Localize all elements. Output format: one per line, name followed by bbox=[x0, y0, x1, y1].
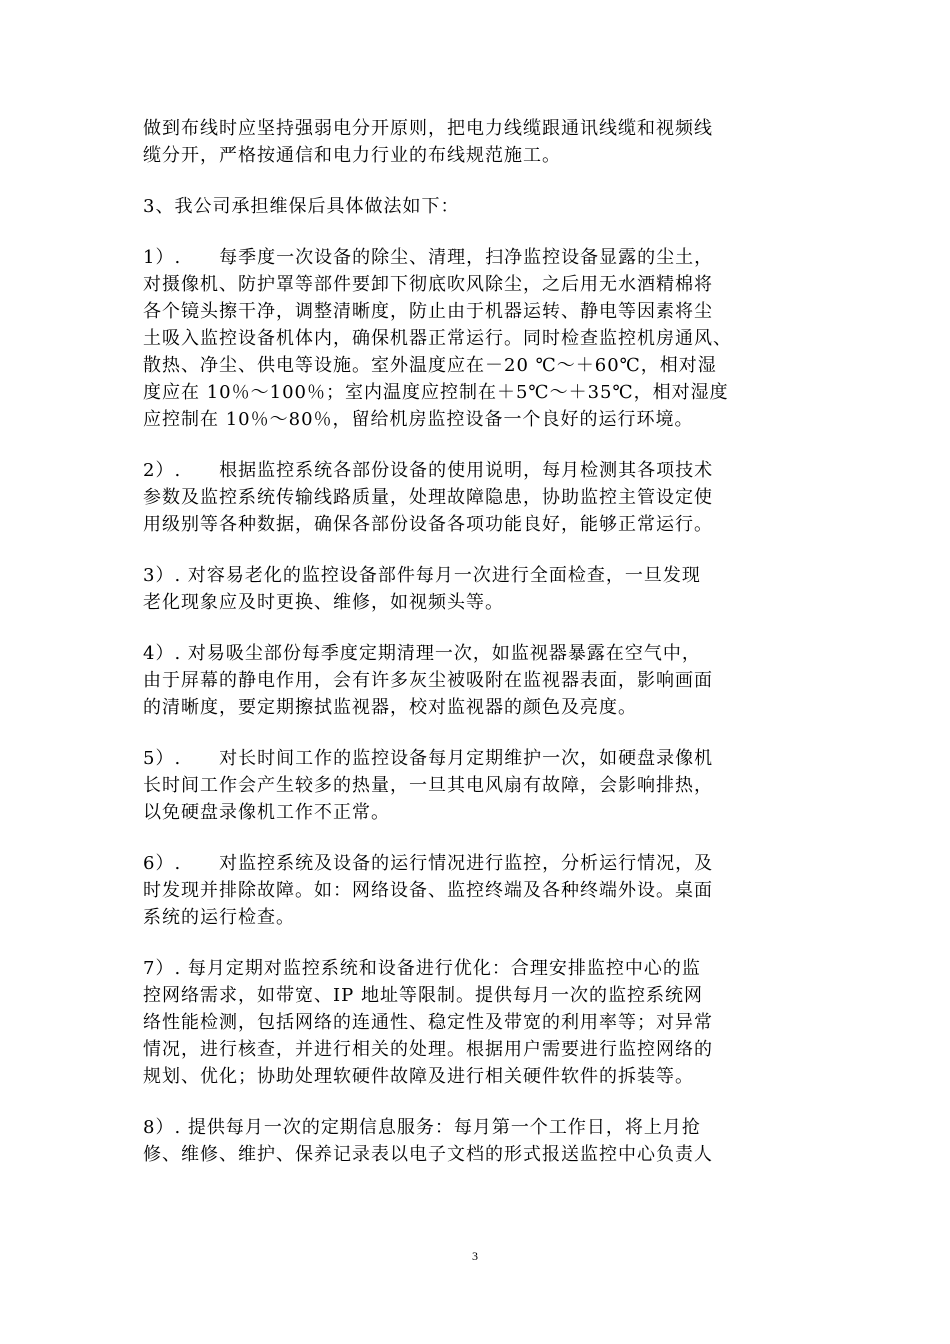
text-line: 散热、净尘、供电等设施。室外温度应在－20 ℃～＋60℃，相对湿 bbox=[143, 355, 717, 376]
text-line: 1）. 每季度一次设备的除尘、清理，扫净监控设备显露的尘土， bbox=[143, 247, 714, 268]
text-line: 用级别等各种数据，确保各部份设备各项功能良好，能够正常运行。 bbox=[143, 514, 713, 535]
text-line: 老化现象应及时更换、维修，如视频头等。 bbox=[143, 592, 504, 613]
text-line: 控网络需求，如带宽、IP 地址等限制。提供每月一次的监控系统网 bbox=[143, 985, 703, 1006]
text-line: 7）. 每月定期对监控系统和设备进行优化：合理安排监控中心的监 bbox=[143, 958, 701, 979]
document-body bbox=[143, 115, 803, 1192]
text-line: 以免硬盘录像机工作不正常。 bbox=[143, 802, 390, 823]
text-line: 络性能检测，包括网络的连通性、稳定性及带宽的利用率等；对异常 bbox=[143, 1012, 713, 1033]
list-item-8 bbox=[143, 1114, 803, 1168]
list-item-4 bbox=[143, 640, 803, 721]
text-line: 3、我公司承担维保后具体做法如下： bbox=[143, 196, 460, 217]
text-line: 由于屏幕的静电作用，会有许多灰尘被吸附在监视器表面，影响画面 bbox=[143, 670, 713, 691]
text-line: 参数及监控系统传输线路质量，处理故障隐患，协助监控主管设定使 bbox=[143, 487, 713, 508]
text-line: 的清晰度，要定期擦拭监视器，校对监视器的颜色及亮度。 bbox=[143, 697, 637, 718]
section-heading-3 bbox=[143, 193, 803, 220]
list-item-5 bbox=[143, 745, 803, 826]
list-item-1 bbox=[143, 244, 803, 433]
text-line: 应控制在 10％～80％，留给机房监控设备一个良好的运行环境。 bbox=[143, 409, 694, 430]
text-line: 规划、优化；协助处理软硬件故障及进行相关硬件软件的拆装等。 bbox=[143, 1066, 694, 1087]
text-line: 6）. 对监控系统及设备的运行情况进行监控，分析运行情况，及 bbox=[143, 853, 714, 874]
text-line: 系统的运行检查。 bbox=[143, 907, 295, 928]
list-item-6 bbox=[143, 850, 803, 931]
text-line: 2）. 根据监控系统各部份设备的使用说明，每月检测其各项技术 bbox=[143, 460, 714, 481]
text-line: 对摄像机、防护罩等部件要卸下彻底吹风除尘，之后用无水酒精棉将 bbox=[143, 274, 713, 295]
list-item-3 bbox=[143, 562, 803, 616]
paragraph-cabling bbox=[143, 115, 803, 169]
text-line: 缆分开，严格按通信和电力行业的布线规范施工。 bbox=[143, 145, 561, 166]
text-line: 各个镜头擦干净，调整清晰度，防止由于机器运转、静电等因素将尘 bbox=[143, 301, 713, 322]
text-line: 做到布线时应坚持强弱电分开原则，把电力线缆跟通讯线缆和视频线 bbox=[143, 118, 713, 139]
text-line: 时发现并排除故障。如：网络设备、监控终端及各种终端外设。桌面 bbox=[143, 880, 713, 901]
text-line: 度应在 10％～100％；室内温度应控制在＋5℃～＋35℃，相对湿度 bbox=[143, 382, 729, 403]
text-line: 5）. 对长时间工作的监控设备每月定期维护一次，如硬盘录像机 bbox=[143, 748, 714, 769]
text-line: 3）. 对容易老化的监控设备部件每月一次进行全面检查，一旦发现 bbox=[143, 565, 701, 586]
text-line: 4）. 对易吸尘部份每季度定期清理一次，如监视器暴露在空气中， bbox=[143, 643, 701, 664]
text-line: 长时间工作会产生较多的热量，一旦其电风扇有故障，会影响排热， bbox=[143, 775, 713, 796]
page-number: 3 bbox=[472, 1249, 478, 1263]
text-line: 情况，进行核查，并进行相关的处理。根据用户需要进行监控网络的 bbox=[143, 1039, 713, 1060]
text-line: 8）. 提供每月一次的定期信息服务：每月第一个工作日，将上月抢 bbox=[143, 1117, 701, 1138]
text-line: 修、维修、维护、保养记录表以电子文档的形式报送监控中心负责人 bbox=[143, 1144, 713, 1165]
list-item-7 bbox=[143, 955, 803, 1090]
list-item-2 bbox=[143, 457, 803, 538]
text-line: 土吸入监控设备机体内，确保机器正常运行。同时检查监控机房通风、 bbox=[143, 328, 732, 349]
